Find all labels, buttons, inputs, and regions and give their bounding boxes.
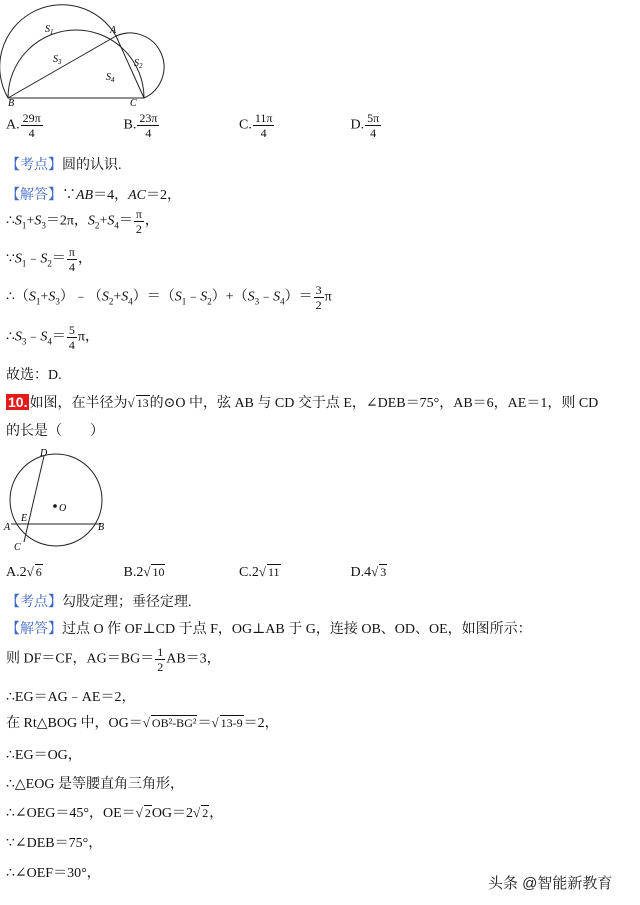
q10-line5: ∴EG＝OG，	[6, 748, 82, 763]
q9-step1: $\therefore S_1+S_3=2\pi$，$S_2+S_4=$ $\frac{\pi}{2}$ ，	[6, 207, 159, 236]
s1-label: $S_1$	[45, 24, 54, 36]
q9-option-c: C. $\frac{11\pi}{4}$	[239, 111, 273, 140]
q10-option-d: D.4√ 3	[350, 564, 387, 580]
q10-line8: ∵∠DEB＝75°，	[6, 836, 103, 851]
q10-options	[6, 564, 387, 581]
q10-line3: ∴EG＝AG﹣AE＝2，	[6, 690, 136, 705]
q10-stem-line1: 10. 如图，在半径为√ 13的⊙O 中，弦 AB 与 CD 交于点 E，∠DEB＝75°，AB＝6，AE＝1，则 CD	[8, 394, 599, 411]
q9-step2: $\because S_1﹣S_2=$ $\frac{\pi}{4}$ ，	[6, 245, 92, 274]
q10-jieda: 【解答】过点 O 作 OF⊥CD 于点 F，OG⊥AB 于 G，连接 OB、OD、OE，如图所示：	[6, 622, 532, 637]
q9-answer: 故选：D.	[6, 368, 62, 383]
q10-option-b: B.2√ 10	[123, 564, 165, 580]
figure-circle	[0, 444, 120, 556]
q9-option-a: A. $\frac{29\pi}{4}$	[6, 111, 41, 140]
q9-kaodian: 【考点】圆的认识.	[6, 158, 122, 173]
point-a2-label: A	[4, 522, 11, 533]
q9-options	[6, 112, 382, 139]
point-c2-label: C	[14, 542, 21, 553]
q10-stem-line2: 的长是（ ）	[6, 424, 104, 439]
point-b2-label: B	[98, 522, 105, 533]
q9-jieda: 【解答】∵AB＝4，AC＝2，	[6, 188, 181, 203]
q10-option-c: C.2√ 11	[239, 564, 280, 580]
point-a-label: A	[110, 25, 117, 36]
point-e-label: E	[21, 513, 28, 524]
point-o-label: O	[59, 503, 67, 514]
q9-step4: $\therefore S_3﹣S_4=$ $\frac{5}{4}$ π，	[6, 323, 99, 352]
q10-line2: 则 DF＝CF，AG＝BG＝ $\frac{1}{2}$ AB＝3，	[6, 645, 221, 674]
point-c-label: C	[130, 98, 137, 108]
q10-kaodian: 【考点】勾股定理；垂径定理.	[6, 595, 192, 610]
s4-label: $S_4$	[106, 72, 115, 84]
figure-semicircles	[0, 0, 170, 108]
q9-option-d: D. $\frac{5\pi}{4}$	[350, 111, 380, 140]
q9-option-b: B. $\frac{23\pi}{4}$	[123, 111, 158, 140]
point-d-label: D	[40, 448, 48, 459]
s2-label: $S_2$	[134, 58, 143, 70]
footer-watermark: 头条 @智能新教育	[488, 875, 613, 892]
q10-number: 10.	[8, 394, 28, 410]
q10-option-a: A.2√ 6	[6, 564, 42, 580]
s3-label: $S_3$	[53, 54, 62, 66]
q10-line9: ∴∠OEF＝30°，	[6, 866, 101, 881]
q9-step3: $\therefore(S_1+S_3)﹣(S_2+S_4)=(S_1﹣S_2)+(S_3﹣S_4)=$ $\frac{3}{2}$ π	[6, 283, 332, 312]
point-b-label: B	[8, 98, 15, 108]
q10-line7: ∴∠OEG＝45°，OE＝√ 2OG＝2√ 2，	[6, 805, 224, 821]
q10-line4: 在 Rt△BOG 中，OG＝√ OB²-BG²＝√ 13-9＝2，	[6, 715, 279, 731]
q10-line6: ∴△EOG 是等腰直角三角形，	[6, 777, 184, 792]
